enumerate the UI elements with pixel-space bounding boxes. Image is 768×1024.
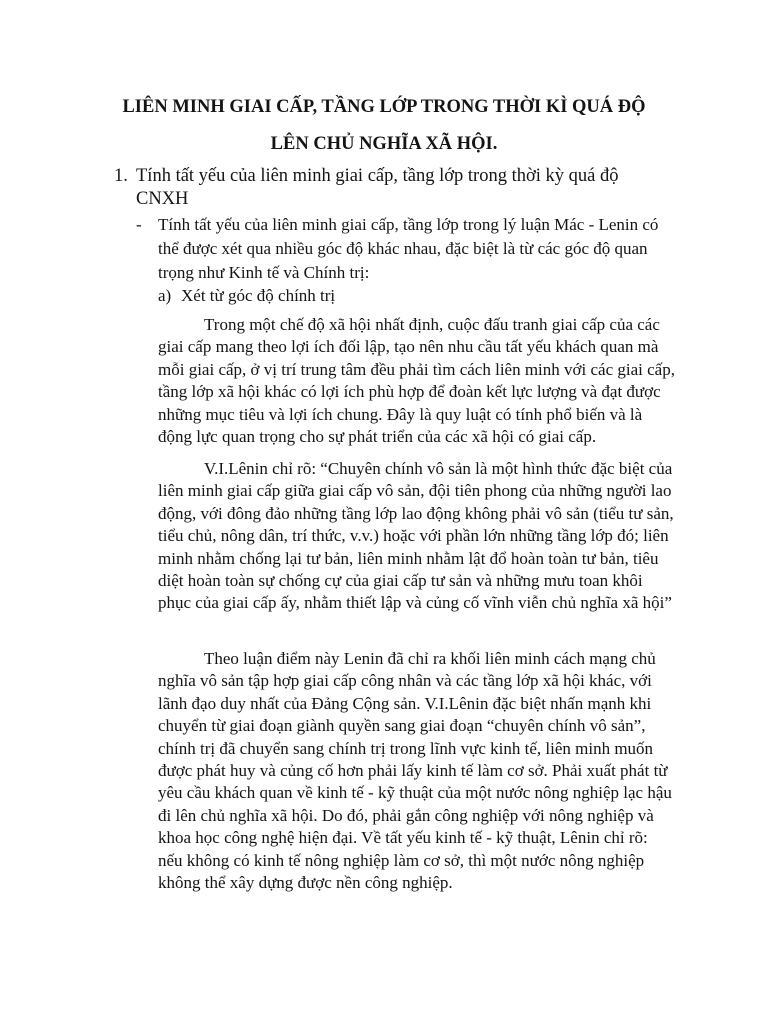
body-paragraph-quote: V.I.Lênin chỉ rõ: “Chuyên chính vô sản là một hình thức đặc biệt của liên minh giai cấp giữa giai cấp vô sản, đội tiên phong của những người lao động, với đông đảo những tầng lớp lao động không phải vô sản (tiểu tư sản, tiểu chủ, nông dân, trí thức, v.v.) hoặc với phần lớn những tầng lớp đó; liên minh nhằm chống lại tư bản, liên minh nhằm lật đổ hoàn toàn tư bản, tiêu diệt hoàn toàn sự chống cự của giai cấp tư sản và những mưu toan khôi phục của giai cấp ấy, nhằm thiết lập và củng cố vĩnh viễn chủ nghĩa xã hội” [158,459,674,613]
sub-item-letter: a) [158,286,172,305]
bullet-marker: - [136,215,142,234]
body-paragraph: Trong một chế độ xã hội nhất định, cuộc đấu tranh giai cấp của các giai cấp mang theo lợi ích đối lập, tạo nên nhu cầu tất yếu khách quan mà mỗi giai cấp, ở vị trí trung tâm đều phải tìm cách liên minh với các giai cấp, tầng lớp xã hội khác có lợi ích phù hợp để đoàn kết lực lượng và đạt được những mục tiêu và lợi ích chung. Đây là quy luật có tính phổ biến và là động lực quan trọng cho sự phát triển của các xã hội có giai cấp. [158,315,675,447]
body-paragraph: Theo luận điểm này Lenin đã chỉ ra khối liên minh cách mạng chủ nghĩa vô sản tập hợp giai cấp công nhân và các tầng lớp xã hội khác, với lãnh đạo duy nhất của Đảng Cộng sản. V.I.Lênin đặc biệt nhấn mạnh khi chuyển từ giai đoạn giành quyền sang giai đoạn “chuyên chính vô sản”, chính trị đã chuyển sang chính trị trong lĩnh vực kinh tế, liên minh muốn được phát huy và củng cố hơn phải lấy kinh tế làm cơ sở. Phải xuất phát từ yêu cầu khách quan về kinh tế - kỹ thuật của một nước nông nghiệp lạc hậu đi lên chủ nghĩa xã hội. Do đó, phải gắn công nghiệp với nông nghiệp và khoa học công nghệ hiện đại. Về tất yếu kinh tế - kỹ thuật, Lênin chỉ rõ: nếu không có kinh tế nông nghiệp làm cơ sở, thì một nước nông nghiệp không thể xây dựng được nền công nghiệp. [158,649,672,893]
document-title-line-2: LÊN CHỦ NGHĨA XÃ HỘI. [270,134,498,154]
document-title-line-1: LIÊN MINH GIAI CẤP, TẦNG LỚP TRONG THỜI KÌ QUÁ ĐỘ [122,97,646,117]
sub-item-text: Xét từ góc độ chính trị [181,286,336,305]
bullet-text: Tính tất yếu của liên minh giai cấp, tầng lớp trong lý luận Mác - Lenin có thể được xét qua nhiều góc độ khác nhau, đặc biệt là từ các góc độ quan trọng như Kinh tế và Chính trị: [158,215,659,282]
section-number: 1. [114,166,128,186]
section-heading: Tính tất yếu của liên minh giai cấp, tầng lớp trong thời kỳ quá độ CNXH [136,166,619,209]
